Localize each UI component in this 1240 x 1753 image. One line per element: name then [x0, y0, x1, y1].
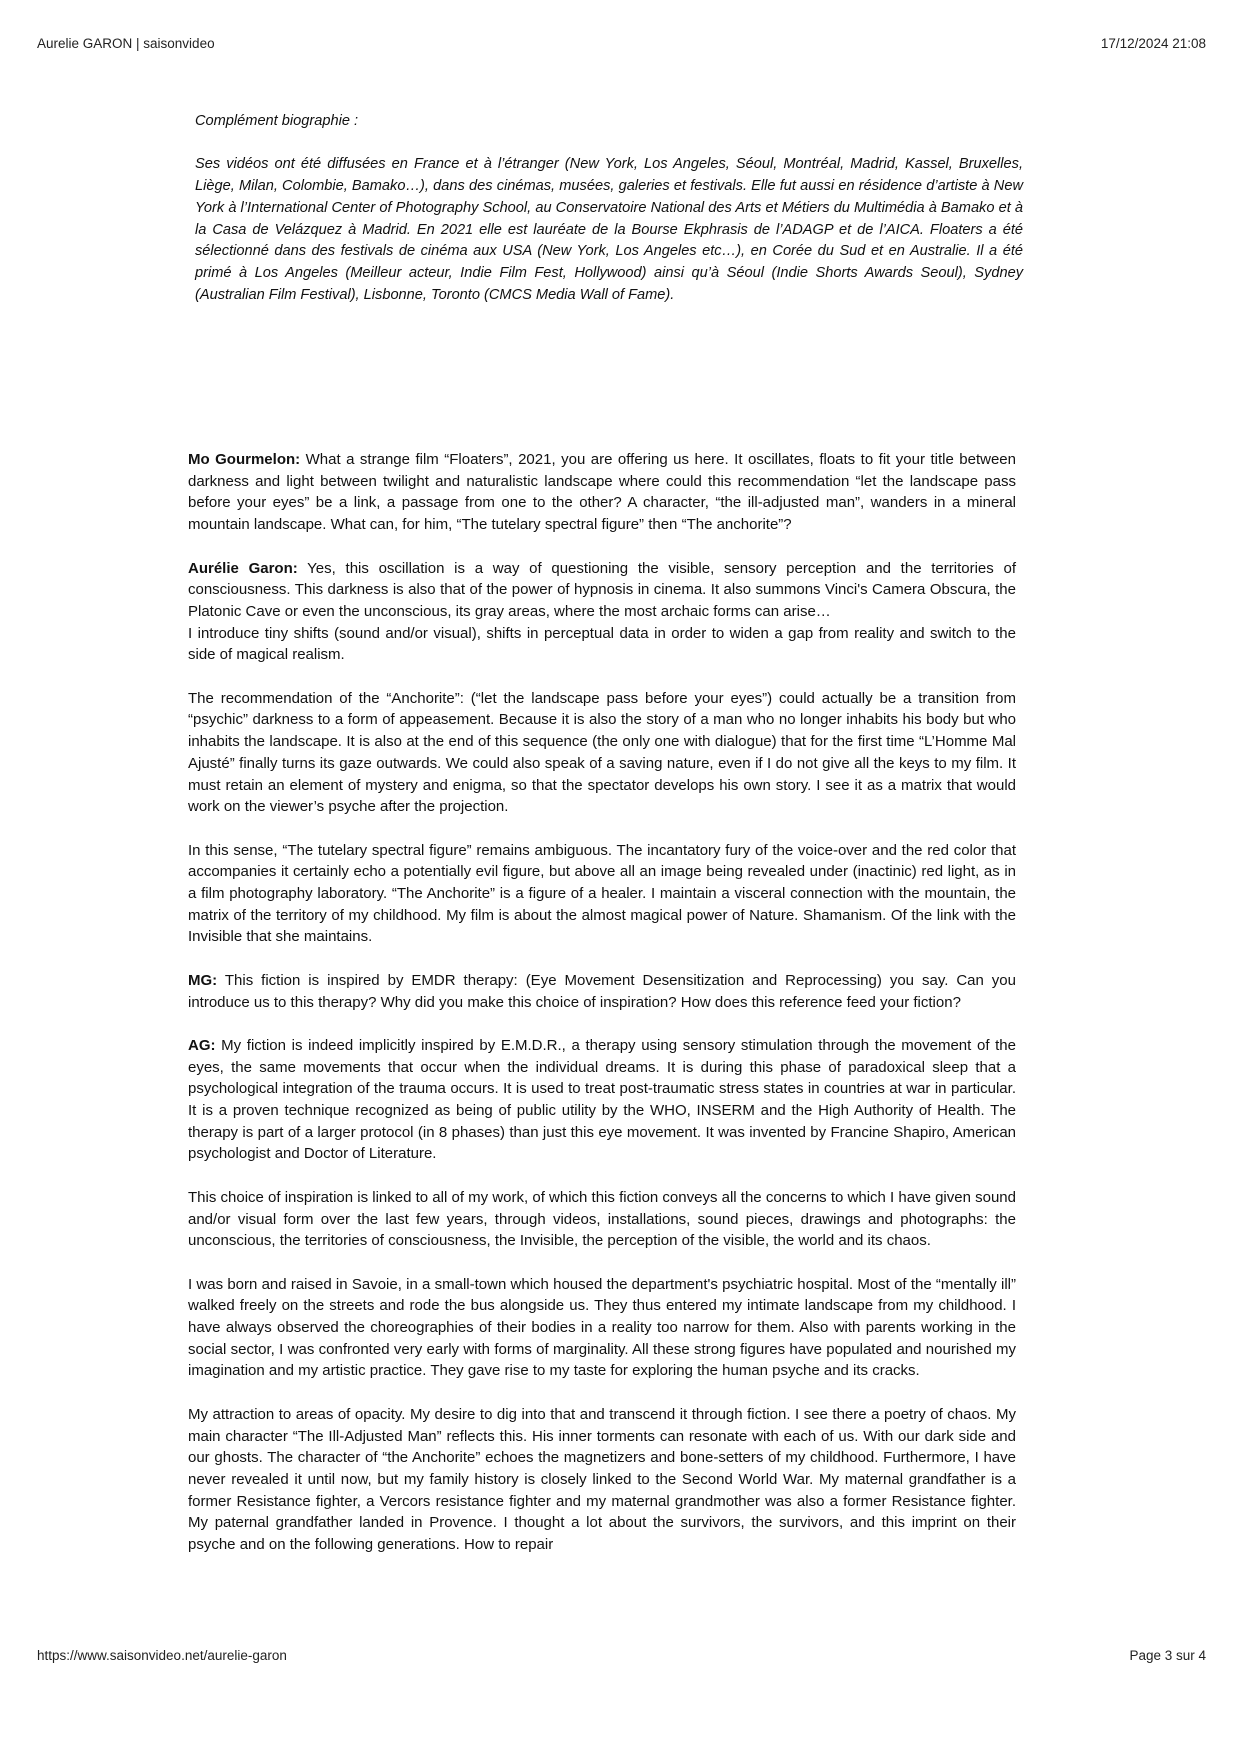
paragraph-text: I introduce tiny shifts (sound and/or visual), shifts in perceptual data in order to widen a gap from reality and switch to the side of magical realism.: [188, 624, 1016, 664]
interview-section: [188, 449, 1016, 1577]
bio-section: [195, 111, 1023, 328]
paragraph-ag-answer-2: [188, 1035, 1016, 1165]
page-header-datetime: 17/12/2024 21:08: [1100, 36, 1206, 51]
paragraph-text: Yes, this oscillation is a way of questioning the visible, sensory perception and the territories of consciousness. This darkness is also that of the power of hypnosis in cinema. It also summons Vinci's Camera Obscura, the Platonic Cave or even the unconscious, its gray areas, where the most archaic forms can arise…: [188, 559, 1016, 620]
page-footer-page-number: Page 3 sur 4: [1129, 1648, 1206, 1663]
paragraph-mg-question-2: [188, 970, 1016, 1013]
speaker-label: MG:: [188, 971, 218, 989]
speaker-label: Mo Gourmelon:: [188, 451, 301, 468]
paragraph: In this sense, “The tutelary spectral figure” remains ambiguous. The incantatory fury of the voice-over and the red color that accompanies it certainly echo a potentially evil figure, but above all an image being revealed under (inactinic) red light, as in a film photography laboratory. “The Anchorite” is a figure of a healer. I maintain a visceral connection with the mountain, the matrix of the territory of my childhood. My film is about the almost magical power of Nature. Shamanism. Of the link with the Invisible that she maintains.: [188, 841, 1016, 946]
paragraph-text: This fiction is inspired by EMDR therapy: (Eye Movement Desensitization and Reprocessing) you say. Can you introduce us to this therapy? Why did you make this choice of inspiration? How does this reference feed your fiction?: [188, 971, 1016, 1011]
speaker-label: Aurélie Garon:: [188, 559, 298, 577]
paragraph: This choice of inspiration is linked to all of my work, of which this fiction conveys all the concerns to which I have given sound and/or visual form over the last few years, through videos, installations, sound pieces, drawings and photographs: the unconscious, the territories of consciousness, the Invisible, the perception of the visible, the world and its chaos.: [188, 1188, 1016, 1250]
bio-heading: Complément biographie :: [195, 113, 359, 129]
speaker-label: AG:: [188, 1036, 216, 1054]
paragraph-ag-answer-1: [188, 558, 1016, 667]
paragraph: I was born and raised in Savoie, in a small-town which housed the department's psychiatric hospital. Most of the “mentally ill” walked freely on the streets and rode the bus alongside us. They thus entered my intimate landscape from my childhood. I have always observed the choreographies of their bodies in a reality too narrow for them. Also with parents working in the social sector, I was confronted very early with forms of marginality. All these strong figures have populated and nourished my imagination and my artistic practice. They gave rise to my taste for exploring the human psyche and its cracks.: [188, 1275, 1016, 1380]
paragraph: My attraction to areas of opacity. My desire to dig into that and transcend it through fiction. I see there a poetry of chaos. My main character “The Ill-Adjusted Man” reflects this. His inner torments can resonate with each of us. With our dark side and our ghosts. The character of “the Anchorite” echoes the magnetizers and bone-setters of my childhood. Furthermore, I have never revealed it until now, but my family history is closely linked to the Second World War. My maternal grandfather is a former Resistance fighter, a Vercors resistance fighter and my maternal grandmother was also a former Resistance fighter. My paternal grandfather landed in Provence. I thought a lot about the survivors, the survivors, and this imprint on their psyche and on the following generations. How to repair: [188, 1405, 1016, 1554]
page-header-title: Aurelie GARON | saisonvideo: [37, 36, 215, 51]
paragraph: The recommendation of the “Anchorite”: (“let the landscape pass before your eyes”) could actually be a transition from “psychic” darkness to a form of appeasement. Because it is also the story of a man who no longer inhabits his body but who inhabits the landscape. It is also at the end of this sequence (the only one with dialogue) that for the first time “L’Homme Mal Ajusté” finally turns its gaze outwards. We could also speak of a saving nature, even if I do not give all the keys to my film. It must retain an element of mystery and enigma, so that the spectator develops his own story. I see it as a matrix that would work on the viewer’s psyche after the projection.: [188, 689, 1016, 816]
paragraph-text: What a strange film “Floaters”, 2021, you are offering us here. It oscillates, floats to fit your title between darkness and light between twilight and naturalistic landscape where could this recommendation “let the landscape pass before your eyes” be a link, a passage from one to the other? A character, “the ill-adjusted man”, wanders in a mineral mountain landscape. What can, for him, “The tutelary spectral figure” then “The anchorite”?: [188, 451, 1016, 534]
page-footer-url: https://www.saisonvideo.net/aurelie-garon: [37, 1648, 287, 1663]
bio-text: Ses vidéos ont été diffusées en France et à l’étranger (New York, Los Angeles, Séoul, Montréal, Madrid, Kassel, Bruxelles, Liège, Milan, Colombie, Bamako…), dans des cinémas, musées, galeries et festivals. Elle fut aussi en résidence d’artiste à New York à l’International Center of Photography School, au Conservatoire National des Arts et Métiers du Multimédia à Bamako et à la Casa de Velázquez à Madrid. En 2021 elle est lauréate de la Bourse Ekphrasis de l’ADAGP et de l’AICA. Floaters a été sélectionné dans des festivals de cinéma aux USA (New York, Los Angeles etc…), en Corée du Sud et en Australie. Il a été primé à Los Angeles (Meilleur acteur, Indie Film Fest, Hollywood) ainsi qu’à Séoul (Indie Shorts Awards Seoul), Sydney (Australian Film Festival), Lisbonne, Toronto (CMCS Media Wall of Fame).: [195, 156, 1023, 303]
paragraph-mo-question-1: [188, 449, 1016, 536]
paragraph-text: My fiction is indeed implicitly inspired by E.M.D.R., a therapy using sensory stimulation through the movement of the eyes, the same movements that occur when the individual dreams. It is during this phase of paradoxical sleep that a psychological integration of the trauma occurs. It is used to treat post-traumatic stress states in countries at war in particular. It is a proven technique recognized as being of public utility by the WHO, INSERM and the High Authority of Health. The therapy is part of a larger protocol (in 8 phases) than just this eye movement. It was invented by Francine Shapiro, American psychologist and Doctor of Literature.: [188, 1036, 1016, 1163]
